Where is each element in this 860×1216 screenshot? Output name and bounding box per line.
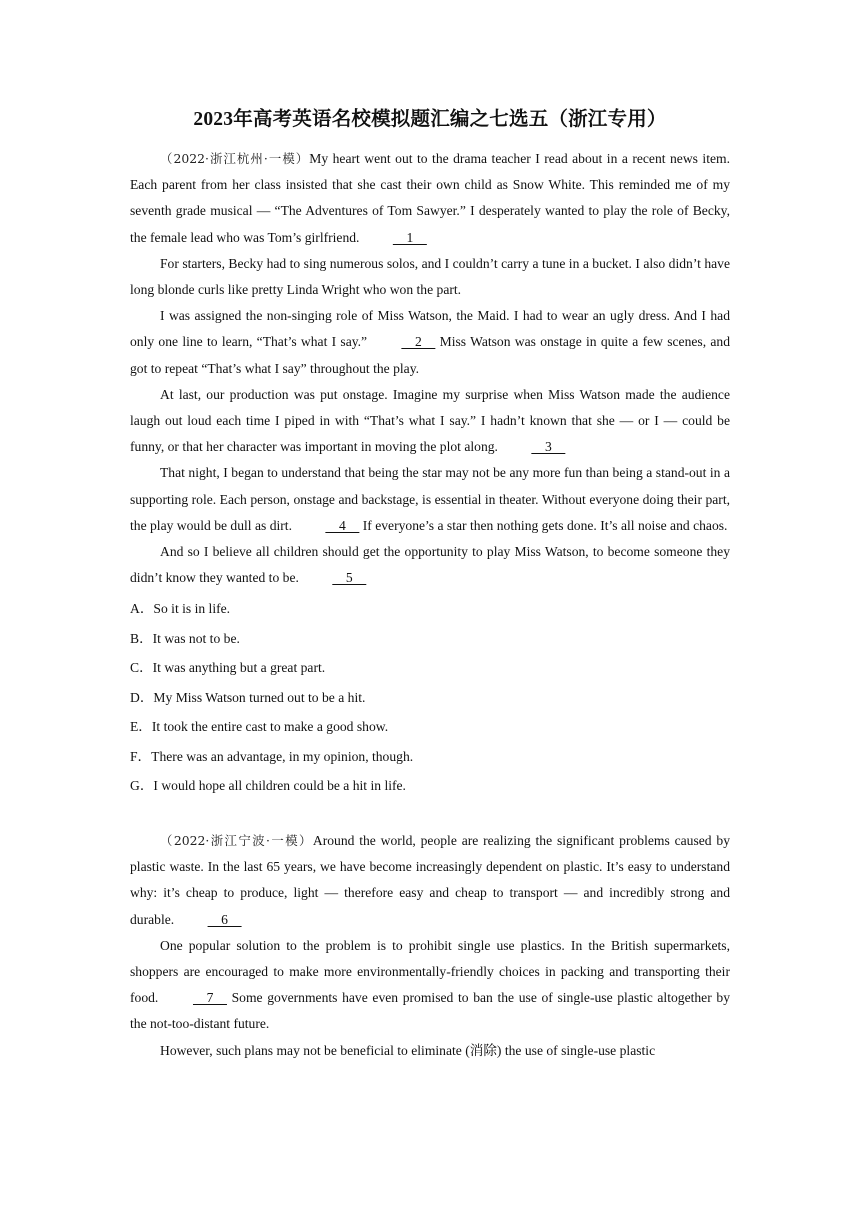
answer-blank: 2 [401,334,436,350]
passage-1 [130,146,730,591]
paragraph-text: Around the world, people are realizing the significant problems caused by plastic waste. In the last 65 years, we have become increasingly dependent on plastic. It’s easy to understand why: it’s cheap to produce, light — therefore easy and cheap to transport — and incredibly strong and durable. [130,832,730,927]
answer-blank: 6 [207,911,242,927]
passage-gap [130,801,730,828]
paragraph [130,828,730,933]
source-label: （2022·浙江宁波·一模） [160,832,313,848]
answer-option: E．It took the entire cast to make a good show. [130,719,389,735]
paragraph-text: I was assigned the non-singing role of Miss Watson, the Maid. I had to wear an ugly dress. And I had only one line to learn, “That’s what I say.” [130,308,730,350]
answer-option: A．So it is in life. [130,601,231,617]
answer-option: F．There was an advantage, in my opinion, though. [130,748,414,764]
answer-blank: 7 [192,990,227,1006]
paragraph [130,303,730,382]
passage-2 [130,828,730,1064]
paragraph-text: For starters, Becky had to sing numerous solos, and I couldn’t carry a tune in a bucket. I also didn’t have long blonde curls like pretty Linda Wright who won the part. [130,255,730,298]
source-label: （2022·浙江杭州·一模） [160,151,310,166]
answer-options [130,594,730,801]
answer-option: G．I would hope all children could be a hit in life. [130,778,406,794]
paragraph [130,460,730,539]
document-page [130,98,730,1064]
paragraph-text: At last, our production was put onstage. Imagine my surprise when Miss Watson made the audience laugh out loud each time I piped in with “That’s what I say.” I hadn’t known that she — or I — could be funny, or that her character was important in moving the plot along. [130,386,730,455]
paragraph [130,251,730,303]
paragraph-text: Miss Watson was onstage in quite a few scenes, and got to repeat “That’s what I say” throughout the play. [130,334,731,376]
answer-option: C．It was anything but a great part. [130,660,326,676]
page-title: 2023年高考英语名校模拟题汇编之七选五（浙江专用） [193,109,667,130]
paragraph-text: And so I believe all children should get the opportunity to play Miss Watson, to become someone they didn’t know they wanted to be. [130,544,730,586]
paragraph-text: However, such plans may not be beneficial to eliminate (消除) the use of single-use plastic [160,1042,656,1058]
paragraph-text: One popular solution to the problem is to prohibit single use plastics. In the British supermarkets, shoppers are encouraged to make more environmentally-friendly choices in packing and transporting their food. [130,937,730,1006]
answer-blank: 4 [325,517,360,533]
paragraph [130,1038,730,1064]
paragraph [130,539,730,591]
paragraph [130,146,730,251]
answer-blank: 5 [332,570,367,586]
answer-option: D．My Miss Watson turned out to be a hit. [130,689,366,705]
paragraph-text: If everyone’s a star then nothing gets done. It’s all noise and chaos. [359,517,728,533]
paragraph-text: My heart went out to the drama teacher I read about in a recent news item. Each parent from her class insisted that she cast their own child as Snow White. This reminded me of my seventh grade musical — “The Adventures of Tom Sawyer.” I desperately wanted to play the role of Becky, the female lead who was Tom’s girlfriend. [130,151,730,245]
paragraph [130,382,730,461]
paragraph-text: That night, I began to understand that being the star may not be any more fun than being a stand-out in a supporting role. Each person, onstage and backstage, is essential in theater. Without everyone doing their part, the play would be dull as dirt. [130,465,730,533]
answer-blank: 3 [531,439,566,455]
paragraph-text: Some governments have even promised to ban the use of single-use plastic altogether by the not-too-distant future. [130,990,730,1032]
paragraph [130,933,730,1038]
answer-blank: 1 [392,229,427,245]
answer-option: B．It was not to be. [130,630,240,646]
